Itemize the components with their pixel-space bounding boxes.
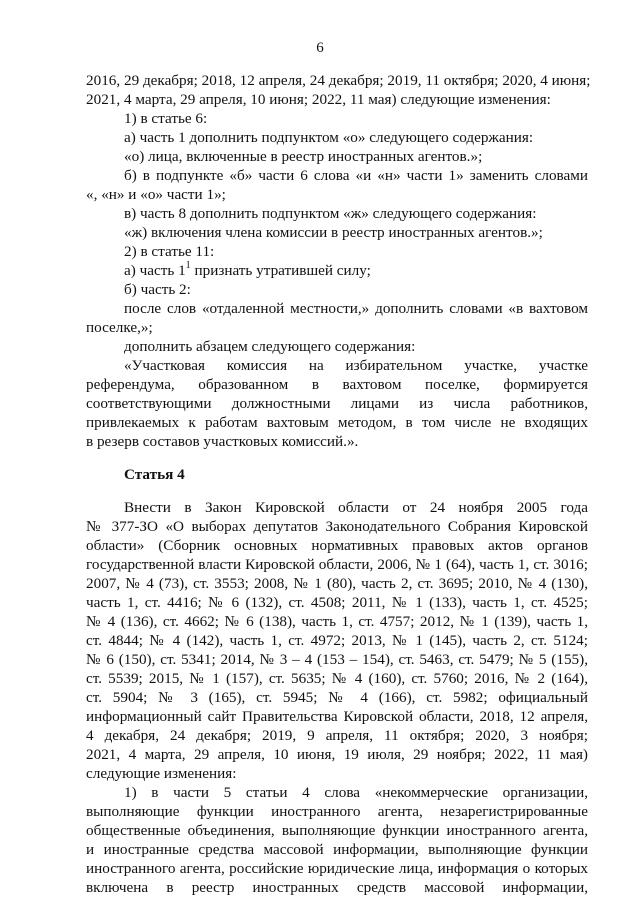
text-line: поселке,»; [86, 319, 153, 336]
text-line: 2016, 29 декабря; 2018, 12 апреля, 24 декабря; 2019, 11 октября; 2020, 4 июня; [86, 72, 591, 89]
text-line: ст. 5904; № 3 (165), ст. 5945; № 4 (166), ст. 5982; официальный [86, 689, 588, 706]
text-line: области» (Сборник основных нормативных правовых актов органов [86, 537, 588, 554]
part-rest: признать утратившей силу; [194, 262, 371, 279]
page-number: 6 [316, 40, 324, 56]
text-line: информационный сайт Правительства Кировской области, 2018, 12 апреля, [86, 708, 588, 725]
text-line: б) в подпункте «б» части 6 слова «и «н» части 1» заменить словами [124, 167, 588, 184]
text-line: Внести в Закон Кировской области от 24 ноября 2005 года [124, 499, 588, 516]
text-line: в) часть 8 дополнить подпунктом «ж» следующего содержания: [124, 205, 537, 222]
text-line: общественные объединения, выполняющие функции иностранного агента, [86, 822, 588, 839]
text-line: включена в реестр иностранных средств массовой информации, [86, 879, 588, 896]
part-prefix: а) часть 1 [124, 262, 186, 279]
text-line: 2) в статье 11: [124, 243, 215, 260]
text-line: 2021, 4 марта, 29 апреля, 10 июня; 2022, 11 мая) следующие изменения: [86, 91, 551, 108]
superscript: 1 [185, 259, 191, 271]
text-line: а) часть 1 дополнить подпунктом «о» следующего содержания: [124, 129, 534, 146]
text-line: «Участковая комиссия на избирательном участке, участке [124, 357, 588, 374]
text-line [124, 259, 588, 280]
text-line: привлекаемых к работам вахтовым методом, в том числе не входящих [86, 414, 588, 431]
text-line: № 6 (150), ст. 5341; 2014, № 3 – 4 (153 – 154), ст. 5463, ст. 5479; № 5 (155), [86, 651, 588, 668]
text-line: референдума, образованном в вахтовом поселке, формируется [86, 376, 588, 393]
text-line: иностранного агента, российские юридические лица, информация о которых [86, 860, 588, 877]
text-line: 1) в статье 6: [124, 110, 208, 127]
text-line: после слов «отдаленной местности,» дополнить словами «в вахтовом [124, 300, 588, 317]
text-line: государственной власти Кировской области, 2006, № 1 (64), часть 1, ст. 3016; [86, 556, 588, 573]
text-line: дополнить абзацем следующего содержания: [124, 338, 416, 355]
text-line: «, «н» и «о» части 1»; [86, 186, 226, 203]
text-line: 4 декабря, 24 декабря; 2019, 9 апреля, 11 октября; 2020, 3 ноября; [86, 727, 588, 744]
text-line: № 377-ЗО «О выборах депутатов Законодательного Собрания Кировской [86, 518, 588, 535]
article-heading: Статья 4 [124, 466, 185, 483]
text-line: ст. 4844; № 4 (142), часть 1, ст. 4972; 2013, № 1 (145), часть 2, ст. 5124; [86, 632, 588, 649]
text-line: «ж) включения члена комиссии в реестр иностранных агентов.»; [124, 224, 543, 241]
text-line: «о) лица, включенные в реестр иностранных агентов.»; [124, 148, 483, 165]
text-line: выполняющие функции иностранного агента, незарегистрированные [86, 803, 588, 820]
text-line: 1) в части 5 статьи 4 слова «некоммерческие организации, [124, 784, 588, 801]
text-line: б) часть 2: [124, 281, 191, 298]
text-line: 2021, 4 марта, 29 апреля, 10 июня, 19 июля, 29 ноября; 2022, 11 мая) [86, 746, 588, 763]
text-line: следующие изменения: [86, 765, 237, 782]
text-line: в резерв составов участковых комиссий.». [86, 433, 359, 450]
text-line: ст. 5539; 2015, № 1 (157), ст. 5635; № 4 (160), ст. 5760; 2016, № 2 (164), [86, 670, 588, 687]
text-line: и иностранные средства массовой информации, выполняющие функции [86, 841, 588, 858]
text-line: 2007, № 4 (73), ст. 3553; 2008, № 1 (80), часть 2, ст. 3695; 2010, № 4 (130), [86, 575, 588, 592]
text-line: часть 1, ст. 4416; № 6 (132), ст. 4508; 2011, № 1 (133), часть 1, ст. 4525; [86, 594, 588, 611]
text-line: соответствующими должностными лицами из числа работников, [86, 395, 588, 412]
text-line: № 4 (136), ст. 4662; № 6 (138), часть 1, ст. 4757; 2012, № 1 (139), часть 1, [86, 613, 588, 630]
